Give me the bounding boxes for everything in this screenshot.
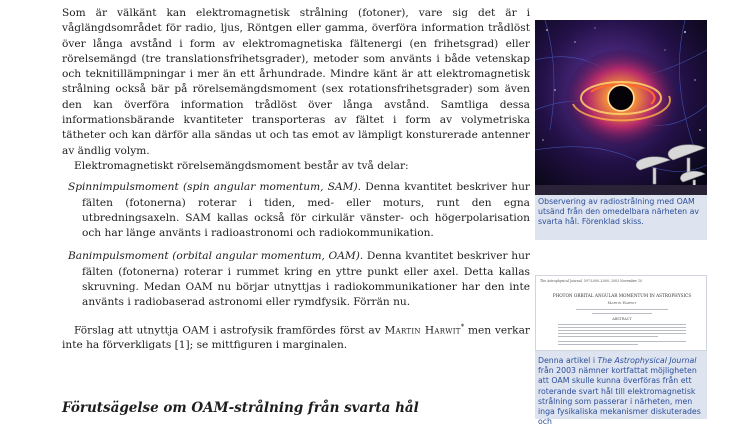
black-hole-illustration [535, 20, 707, 195]
black-hole-figure [535, 20, 707, 240]
sam-term: Spinnimpulsmoment (spin angular momentum, SAM). [68, 181, 362, 194]
sam-definition [62, 180, 530, 241]
paper-header: The Astrophysical Journal, 597:L000–L000, 2003 November 10 [540, 279, 643, 283]
author-name: Martin Harwit [384, 324, 461, 337]
figure1-caption: Observering av radiostrålning med OAM utsänd från den omedelbara närheten av svarta hål. Förenklad skiss. [538, 197, 699, 227]
paper-thumbnail [535, 275, 707, 351]
angular-momentum-intro: Elektromagnetiskt rörelsemängdsmoment består av två delar: [74, 159, 409, 172]
section-heading: Förutsägelse om OAM-strålning från svarta hål [62, 400, 419, 416]
oam-text: Denna kvantitet beskriver hur fälten (fotonerna) roterar i rummet kring en yttre punkt eller axel. Detta kallas skruvning. Medan OAM nu börjar utnyttjas i radiokommunikationer har den inte använts i radiobaserad astronomi eller rymdfysik. Förrän nu. [82, 250, 530, 309]
footnote-marker[interactable]: * [460, 322, 465, 331]
paper-abstract-label: ABSTRACT [612, 317, 632, 321]
black-hole [609, 86, 633, 110]
oam-definition [62, 249, 530, 310]
oam-term: Banimpulsmoment (orbital angular momentum, OAM). [68, 250, 364, 263]
paper-figure [535, 275, 707, 427]
figure2-caption: Denna artikel i The Astrophysical Journal från 2003 nämner kortfattat möjligheten att OAM skulle kunna överföras från ett roterande svart hål till elektromagnetisk strålning som passerar i närheten, men inga fysikaliska mekanismer diskuterades och [538, 356, 701, 427]
paper-author: Martin Harwit [607, 301, 637, 305]
sam-text: Denna kvantitet beskriver hur fälten (fotonerna) roterar i tiden, med- eller moturs, runt den egna utbredningsaxeln. SAM kallas också för cirkulär vänster- och högerpolarisation och har länge använts i radioastronomi och radiokommunikation. [82, 181, 530, 240]
journal-name: The Astrophysical Journal [597, 356, 697, 365]
paper-title: PHOTON ORBITAL ANGULAR MOMENTUM IN ASTROPHYSICS [552, 293, 692, 298]
intro-paragraph: Som är välkänt kan elektromagnetisk strålning (fotoner), vare sig det är i våglängdsområdet för radio, ljus, Röntgen eller gamma, överföra information trådlöst över långa avstånd i form av elektromagnetiska fältenergi (en frihetsgrad) eller rörelsemängd (tre translationsfrihetsgrader), metoder som använts i både vetenskap och teknitillämpningar i mer än ett århundrade. Mindre känt är att elektromagnetisk strålning också bär på rörelsemängdsmoment (sex rotationsfrihetsgrader) som även den kan överföra information trådlöst över långa avstånd. Samtliga dessa informationsbärande kvantiteter transporteras av fältet i form av volymetriska tätheter och kan därför alla sändas ut och tas emot av lämpligt konsturerade antenner av ändlig volym. [62, 7, 530, 157]
harwit-paragraph: Förslag att utnyttja OAM i astrofysik framfördes först av Martin Harwit* men verkar inte ha förverkligats [1]; se mittfiguren i marginalen. [62, 322, 530, 352]
main-text-column [62, 6, 530, 354]
